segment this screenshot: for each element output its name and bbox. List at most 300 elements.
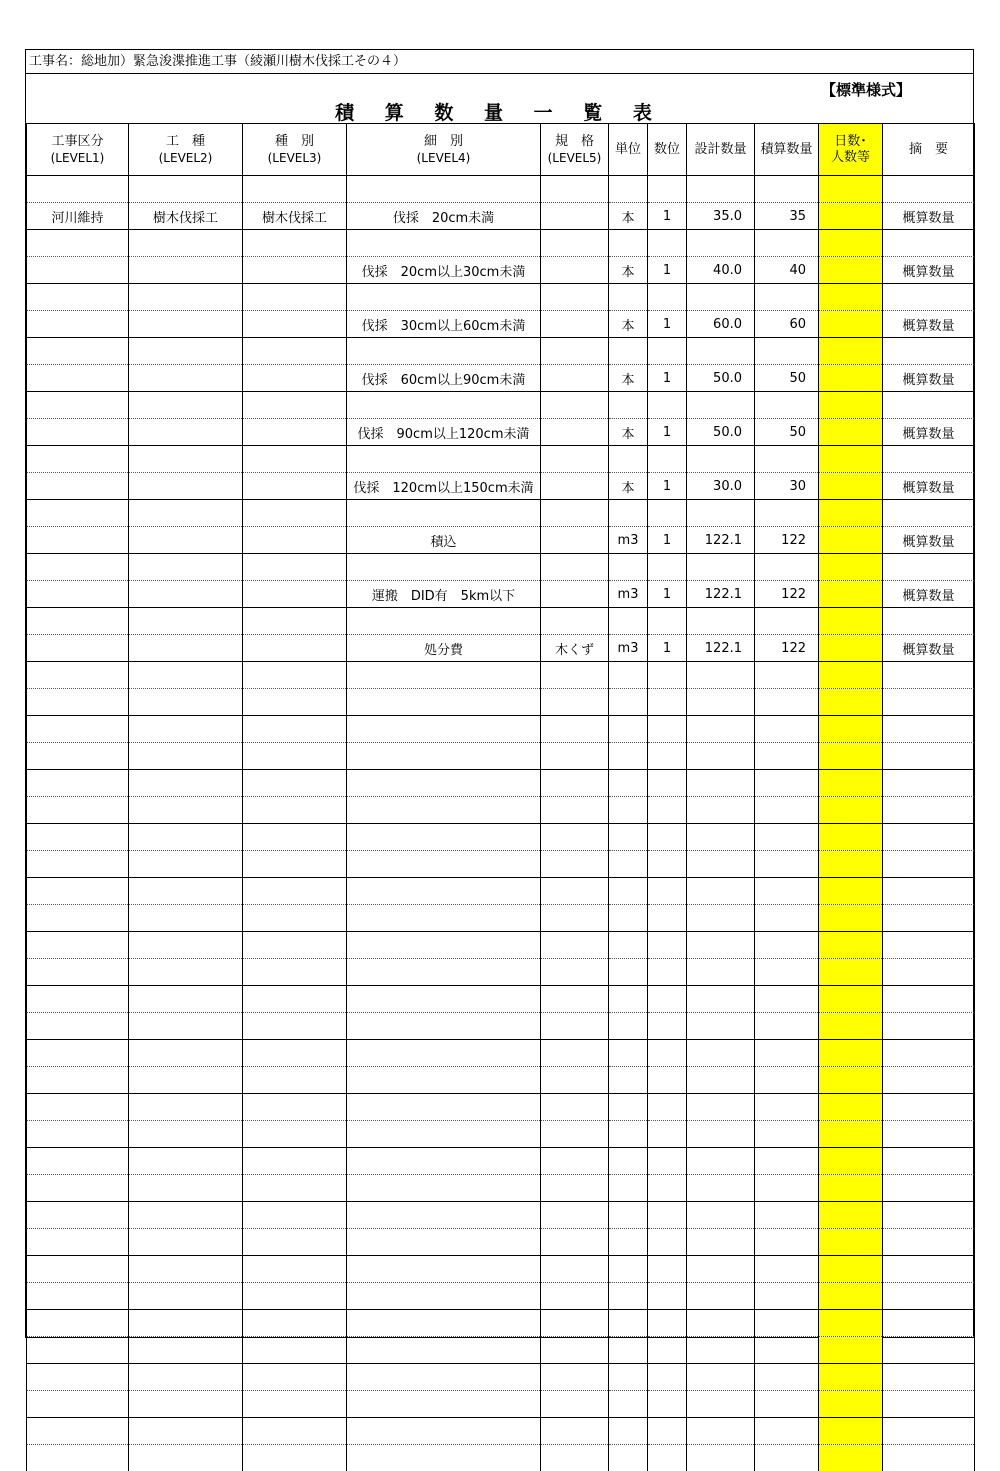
cell-blank — [347, 1040, 541, 1067]
table-row — [27, 419, 975, 446]
project-name: 工事名：総地加）緊急浚渫推進工事（綾瀬川樹木伐採工その４） — [26, 50, 973, 74]
cell-blank — [648, 392, 687, 419]
cell-blank — [687, 1364, 755, 1391]
cell-level2 — [129, 1013, 243, 1040]
cell-level1: 河川維持 — [27, 203, 129, 230]
cell-blank — [609, 284, 648, 311]
cell-unit — [609, 905, 648, 932]
cell-blank — [243, 1094, 347, 1121]
cell-calc-qty — [755, 1229, 819, 1256]
table-row — [27, 1121, 975, 1148]
cell-level4 — [347, 959, 541, 986]
cell-blank — [27, 1040, 129, 1067]
col-level1-header — [27, 124, 129, 176]
cell-blank — [648, 770, 687, 797]
sheet-title: 積 算 数 量 一 覧 表 — [26, 98, 973, 125]
header-label: 積算数量 — [755, 142, 818, 158]
cell-blank — [243, 986, 347, 1013]
cell-blank — [755, 176, 819, 203]
cell-unit — [609, 1391, 648, 1418]
cell-level2 — [129, 635, 243, 662]
cell-digits — [648, 689, 687, 716]
cell-blank — [755, 446, 819, 473]
cell-unit: 本 — [609, 203, 648, 230]
cell-calc-qty: 50 — [755, 419, 819, 446]
cell-days — [819, 1337, 883, 1364]
cell-level2 — [129, 851, 243, 878]
cell-level4: 伐採 20cm未満 — [347, 203, 541, 230]
cell-unit: m3 — [609, 581, 648, 608]
cell-unit — [609, 1283, 648, 1310]
cell-design-qty: 30.0 — [687, 473, 755, 500]
cell-design-qty — [687, 1067, 755, 1094]
cell-blank — [129, 230, 243, 257]
cell-level4: 運搬 DID有 5km以下 — [347, 581, 541, 608]
cell-design-qty: 50.0 — [687, 365, 755, 392]
cell-remarks — [883, 959, 975, 986]
cell-level1 — [27, 959, 129, 986]
cell-design-qty — [687, 1013, 755, 1040]
cell-level4 — [347, 851, 541, 878]
cell-digits: 1 — [648, 419, 687, 446]
cell-blank — [129, 770, 243, 797]
cell-design-qty: 122.1 — [687, 527, 755, 554]
table-row-spacer — [27, 932, 975, 959]
cell-remarks — [883, 797, 975, 824]
cell-level1 — [27, 1013, 129, 1040]
col-level4-header — [347, 124, 541, 176]
cell-blank — [648, 284, 687, 311]
cell-digits: 1 — [648, 527, 687, 554]
cell-blank — [347, 338, 541, 365]
cell-blank — [27, 1310, 129, 1337]
cell-blank — [541, 230, 609, 257]
cell-blank — [27, 1094, 129, 1121]
cell-level4 — [347, 1175, 541, 1202]
cell-blank — [687, 1148, 755, 1175]
cell-level5 — [541, 1445, 609, 1471]
cell-level1 — [27, 743, 129, 770]
cell-blank — [609, 176, 648, 203]
cell-blank — [27, 986, 129, 1013]
cell-blank — [648, 1040, 687, 1067]
table-row-spacer — [27, 446, 975, 473]
cell-blank — [883, 932, 975, 959]
cell-level5 — [541, 1121, 609, 1148]
cell-blank — [243, 932, 347, 959]
cell-blank — [755, 878, 819, 905]
cell-level2 — [129, 311, 243, 338]
cell-level1 — [27, 1391, 129, 1418]
cell-level4: 伐採 90cm以上120cm未満 — [347, 419, 541, 446]
cell-unit: m3 — [609, 635, 648, 662]
cell-level2 — [129, 1283, 243, 1310]
cell-days — [819, 1283, 883, 1310]
cell-blank — [819, 338, 883, 365]
cell-blank — [129, 662, 243, 689]
table-row — [27, 905, 975, 932]
cell-blank — [243, 392, 347, 419]
cell-blank — [648, 662, 687, 689]
cell-blank — [755, 608, 819, 635]
cell-level2 — [129, 1229, 243, 1256]
cell-calc-qty — [755, 1337, 819, 1364]
cell-design-qty: 122.1 — [687, 635, 755, 662]
cell-blank — [347, 986, 541, 1013]
cell-blank — [819, 446, 883, 473]
cell-level3 — [243, 1283, 347, 1310]
cell-level3: 樹木伐採工 — [243, 203, 347, 230]
cell-blank — [27, 770, 129, 797]
cell-level4 — [347, 905, 541, 932]
cell-blank — [27, 284, 129, 311]
table-row — [27, 851, 975, 878]
cell-blank — [755, 1310, 819, 1337]
cell-design-qty — [687, 959, 755, 986]
cell-blank — [243, 1310, 347, 1337]
cell-blank — [819, 1094, 883, 1121]
cell-level1 — [27, 581, 129, 608]
cell-blank — [243, 1256, 347, 1283]
cell-blank — [609, 1418, 648, 1445]
cell-blank — [687, 662, 755, 689]
cell-blank — [648, 1310, 687, 1337]
cell-blank — [883, 878, 975, 905]
table-row — [27, 1445, 975, 1471]
cell-digits — [648, 959, 687, 986]
cell-days — [819, 851, 883, 878]
cell-blank — [347, 662, 541, 689]
cell-level2 — [129, 1445, 243, 1471]
table-row-spacer — [27, 1418, 975, 1445]
cell-digits — [648, 1337, 687, 1364]
cell-blank — [819, 608, 883, 635]
cell-blank — [883, 608, 975, 635]
cell-blank — [687, 824, 755, 851]
table-row — [27, 797, 975, 824]
cell-blank — [129, 1364, 243, 1391]
cell-blank — [609, 500, 648, 527]
cell-design-qty — [687, 797, 755, 824]
cell-design-qty — [687, 1229, 755, 1256]
cell-design-qty — [687, 1283, 755, 1310]
cell-days — [819, 1121, 883, 1148]
cell-blank — [883, 662, 975, 689]
cell-calc-qty — [755, 959, 819, 986]
cell-level4: 処分費 — [347, 635, 541, 662]
cell-level3 — [243, 1175, 347, 1202]
cell-blank — [129, 824, 243, 851]
cell-level4 — [347, 1337, 541, 1364]
table-row-spacer — [27, 878, 975, 905]
header-label: 摘 要 — [883, 142, 974, 158]
cell-blank — [347, 1148, 541, 1175]
cell-days — [819, 1391, 883, 1418]
cell-remarks: 概算数量 — [883, 473, 975, 500]
cell-level1 — [27, 311, 129, 338]
cell-blank — [755, 1040, 819, 1067]
cell-blank — [648, 1094, 687, 1121]
cell-blank — [541, 662, 609, 689]
cell-days — [819, 797, 883, 824]
cell-blank — [819, 176, 883, 203]
cell-remarks — [883, 851, 975, 878]
cell-blank — [687, 1040, 755, 1067]
cell-days — [819, 203, 883, 230]
cell-days — [819, 311, 883, 338]
cell-digits: 1 — [648, 635, 687, 662]
cell-blank — [648, 176, 687, 203]
cell-blank — [609, 770, 648, 797]
cell-remarks — [883, 1121, 975, 1148]
cell-blank — [819, 1148, 883, 1175]
cell-remarks: 概算数量 — [883, 419, 975, 446]
cell-level4: 伐採 30cm以上60cm未満 — [347, 311, 541, 338]
table-row — [27, 1283, 975, 1310]
cell-digits — [648, 905, 687, 932]
cell-blank — [755, 986, 819, 1013]
table-row — [27, 1013, 975, 1040]
cell-remarks — [883, 1445, 975, 1471]
cell-blank — [883, 176, 975, 203]
cell-blank — [819, 1310, 883, 1337]
cell-blank — [819, 662, 883, 689]
cell-unit — [609, 1013, 648, 1040]
cell-level4: 積込 — [347, 527, 541, 554]
cell-calc-qty: 35 — [755, 203, 819, 230]
cell-days — [819, 1013, 883, 1040]
cell-calc-qty: 60 — [755, 311, 819, 338]
table-row — [27, 581, 975, 608]
cell-blank — [648, 1364, 687, 1391]
cell-level5 — [541, 311, 609, 338]
cell-blank — [541, 1040, 609, 1067]
cell-level5 — [541, 527, 609, 554]
cell-blank — [609, 824, 648, 851]
cell-level4: 伐採 20cm以上30cm未満 — [347, 257, 541, 284]
cell-blank — [129, 176, 243, 203]
cell-blank — [27, 824, 129, 851]
cell-calc-qty: 30 — [755, 473, 819, 500]
cell-blank — [27, 392, 129, 419]
cell-blank — [819, 1418, 883, 1445]
cell-level1 — [27, 365, 129, 392]
cell-blank — [243, 500, 347, 527]
table-row-spacer — [27, 1094, 975, 1121]
cell-blank — [883, 1310, 975, 1337]
cell-blank — [609, 932, 648, 959]
header-label: 数位 — [648, 142, 686, 158]
cell-blank — [755, 932, 819, 959]
table-row — [27, 527, 975, 554]
cell-level1 — [27, 257, 129, 284]
cell-days — [819, 905, 883, 932]
cell-blank — [755, 716, 819, 743]
cell-blank — [883, 716, 975, 743]
cell-blank — [883, 500, 975, 527]
cell-blank — [883, 338, 975, 365]
cell-remarks — [883, 905, 975, 932]
cell-blank — [609, 716, 648, 743]
header-label: 種 別 — [243, 134, 346, 150]
cell-digits — [648, 1283, 687, 1310]
cell-blank — [243, 1364, 347, 1391]
cell-level5 — [541, 203, 609, 230]
cell-blank — [609, 1256, 648, 1283]
cell-calc-qty — [755, 1391, 819, 1418]
cell-blank — [609, 1040, 648, 1067]
cell-blank — [27, 932, 129, 959]
table-row — [27, 473, 975, 500]
table-row-spacer — [27, 500, 975, 527]
header-sublabel: (LEVEL4) — [347, 150, 540, 166]
cell-blank — [755, 554, 819, 581]
table-row-spacer — [27, 662, 975, 689]
cell-unit: 本 — [609, 311, 648, 338]
cell-blank — [243, 230, 347, 257]
cell-blank — [819, 716, 883, 743]
cell-blank — [129, 446, 243, 473]
cell-level2 — [129, 1337, 243, 1364]
table-row — [27, 257, 975, 284]
cell-days — [819, 743, 883, 770]
cell-level5 — [541, 1229, 609, 1256]
cell-blank — [27, 1256, 129, 1283]
cell-level5 — [541, 1175, 609, 1202]
cell-blank — [609, 554, 648, 581]
cell-design-qty — [687, 905, 755, 932]
cell-unit — [609, 959, 648, 986]
cell-digits — [648, 851, 687, 878]
cell-blank — [541, 1418, 609, 1445]
cell-blank — [819, 770, 883, 797]
cell-level2 — [129, 419, 243, 446]
cell-blank — [755, 1256, 819, 1283]
cell-days — [819, 689, 883, 716]
cell-calc-qty — [755, 1013, 819, 1040]
header-sublabel: 人数等 — [819, 150, 882, 166]
cell-level3 — [243, 1445, 347, 1471]
cell-calc-qty — [755, 1121, 819, 1148]
cell-design-qty: 122.1 — [687, 581, 755, 608]
cell-remarks: 概算数量 — [883, 203, 975, 230]
cell-level1 — [27, 1229, 129, 1256]
cell-level3 — [243, 419, 347, 446]
cell-level5 — [541, 1283, 609, 1310]
cell-blank — [129, 1202, 243, 1229]
cell-blank — [648, 1418, 687, 1445]
cell-blank — [687, 176, 755, 203]
table-row — [27, 1067, 975, 1094]
cell-design-qty — [687, 1445, 755, 1471]
cell-design-qty: 35.0 — [687, 203, 755, 230]
cell-blank — [755, 500, 819, 527]
cell-blank — [648, 608, 687, 635]
cell-remarks — [883, 1067, 975, 1094]
cell-blank — [755, 1418, 819, 1445]
cell-level2 — [129, 527, 243, 554]
cell-level5 — [541, 1013, 609, 1040]
cell-blank — [129, 716, 243, 743]
header-label: 工 種 — [129, 134, 242, 150]
cell-blank — [27, 1202, 129, 1229]
cell-days — [819, 365, 883, 392]
cell-level2 — [129, 797, 243, 824]
cell-blank — [819, 986, 883, 1013]
cell-days — [819, 1445, 883, 1471]
cell-blank — [541, 554, 609, 581]
cell-remarks: 概算数量 — [883, 365, 975, 392]
cell-blank — [347, 1364, 541, 1391]
cell-blank — [27, 338, 129, 365]
cell-digits: 1 — [648, 257, 687, 284]
cell-blank — [609, 338, 648, 365]
cell-blank — [687, 500, 755, 527]
cell-level3 — [243, 743, 347, 770]
cell-level5 — [541, 419, 609, 446]
cell-level2 — [129, 959, 243, 986]
cell-unit — [609, 1175, 648, 1202]
cell-blank — [687, 554, 755, 581]
cell-level1 — [27, 419, 129, 446]
cell-design-qty: 40.0 — [687, 257, 755, 284]
cell-blank — [129, 1418, 243, 1445]
cell-blank — [755, 338, 819, 365]
cell-blank — [883, 1040, 975, 1067]
cell-digits — [648, 1121, 687, 1148]
cell-level1 — [27, 1283, 129, 1310]
cell-blank — [347, 392, 541, 419]
cell-blank — [609, 1310, 648, 1337]
cell-blank — [541, 824, 609, 851]
cell-level1 — [27, 905, 129, 932]
table-row-spacer — [27, 554, 975, 581]
cell-blank — [687, 932, 755, 959]
table-row-spacer — [27, 1256, 975, 1283]
cell-blank — [129, 554, 243, 581]
table-row — [27, 959, 975, 986]
cell-blank — [755, 392, 819, 419]
cell-level4: 伐採 60cm以上90cm未満 — [347, 365, 541, 392]
header-label: 細 別 — [347, 134, 540, 150]
cell-blank — [819, 1040, 883, 1067]
cell-blank — [541, 1310, 609, 1337]
table-row-spacer — [27, 392, 975, 419]
cell-blank — [687, 716, 755, 743]
cell-remarks — [883, 1013, 975, 1040]
cell-unit — [609, 1337, 648, 1364]
cell-blank — [27, 1418, 129, 1445]
col-remarks-header — [883, 124, 975, 176]
cell-level2 — [129, 257, 243, 284]
table-row-spacer — [27, 1148, 975, 1175]
cell-level1 — [27, 689, 129, 716]
table-row-spacer — [27, 986, 975, 1013]
cell-level3 — [243, 473, 347, 500]
cell-level5: 木くず — [541, 635, 609, 662]
cell-digits: 1 — [648, 473, 687, 500]
cell-blank — [819, 1256, 883, 1283]
table-row — [27, 1391, 975, 1418]
cell-blank — [687, 1094, 755, 1121]
cell-unit — [609, 1445, 648, 1471]
cell-blank — [347, 608, 541, 635]
table-row-spacer — [27, 176, 975, 203]
cell-blank — [243, 554, 347, 581]
table-row — [27, 1229, 975, 1256]
cell-level4 — [347, 743, 541, 770]
cell-level3 — [243, 959, 347, 986]
